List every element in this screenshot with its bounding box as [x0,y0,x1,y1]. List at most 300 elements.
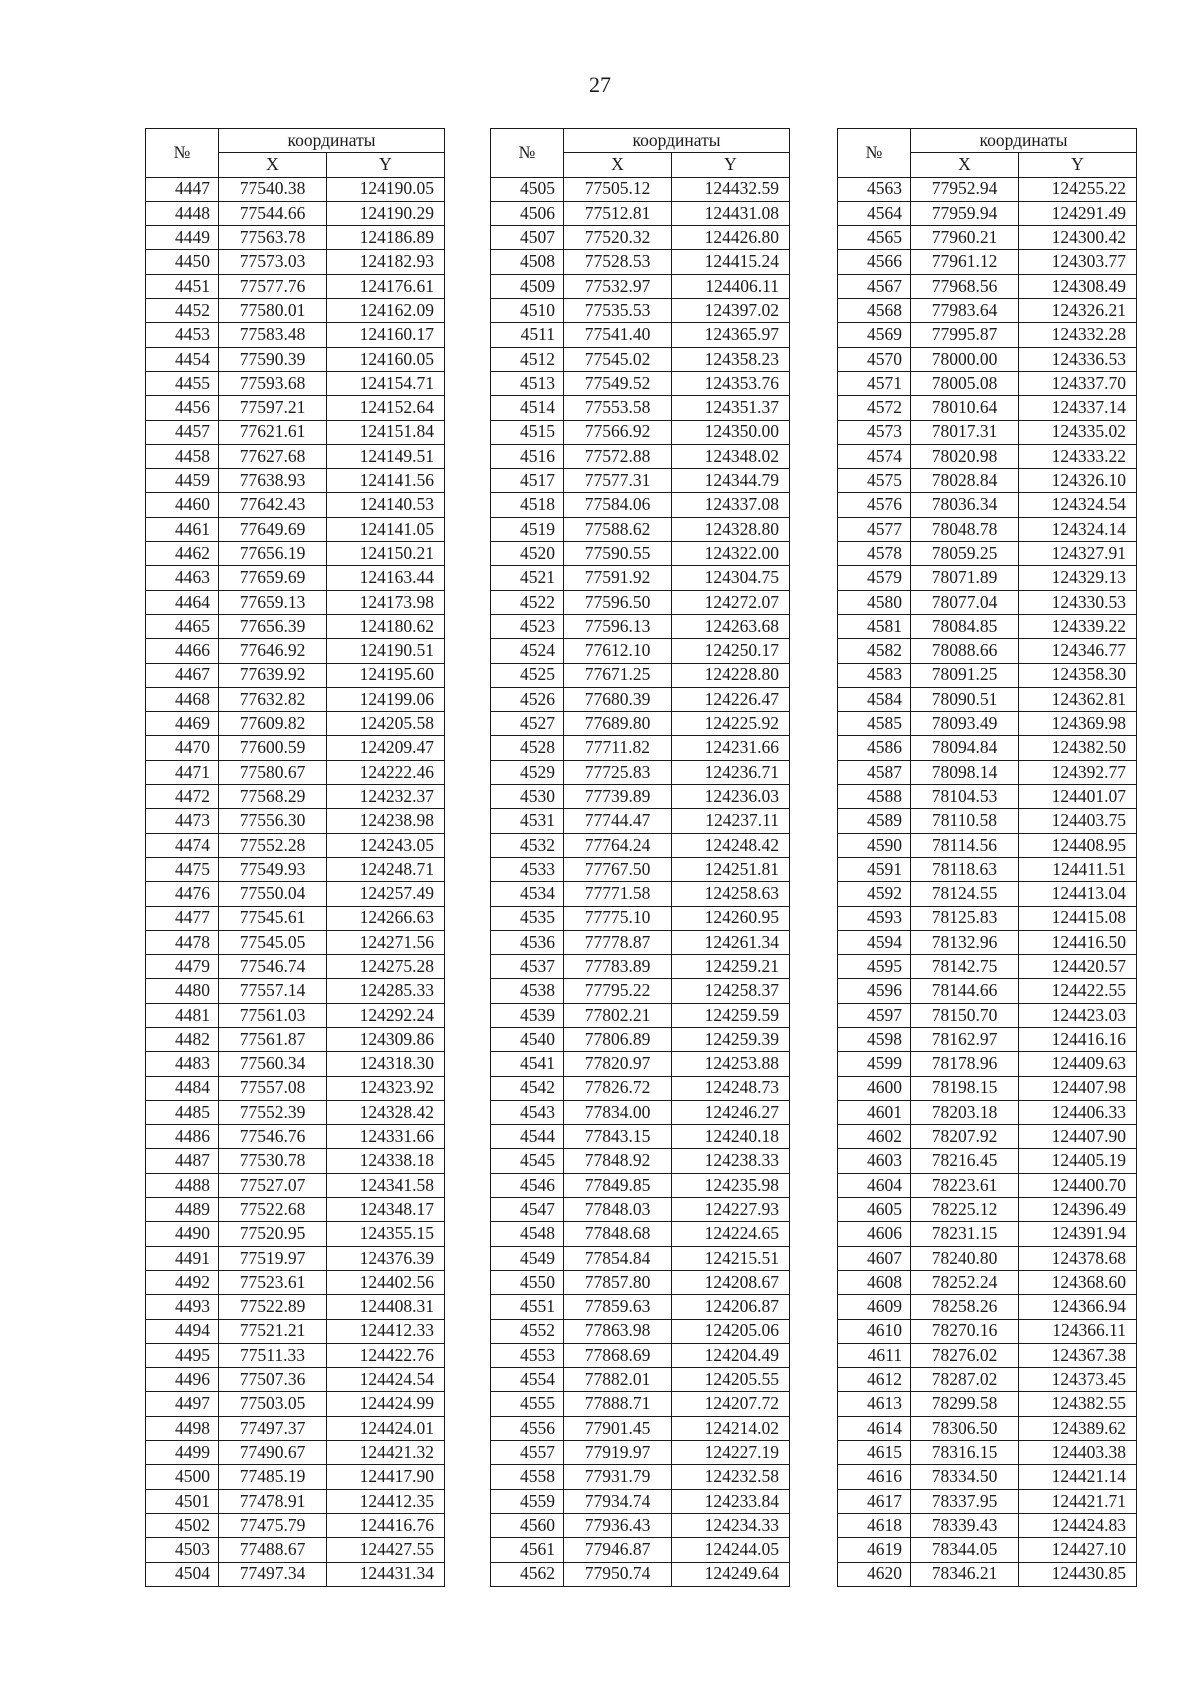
coordinate-y: 124337.70 [1019,371,1137,395]
coordinate-x: 78077.04 [911,590,1019,614]
table-row [838,493,1137,517]
table-row [838,469,1137,493]
coordinate-y: 124326.10 [1019,469,1137,493]
coordinate-x: 78005.08 [911,371,1019,395]
point-number: 4503 [146,1538,219,1562]
point-number: 4477 [146,906,219,930]
table-row [838,1465,1137,1489]
coordinate-x: 77612.10 [564,639,672,663]
coordinate-x: 77995.87 [911,323,1019,347]
coordinate-x: 77596.50 [564,590,672,614]
table-row [146,1513,445,1537]
coordinate-y: 124141.05 [327,517,445,541]
table-row [491,1368,790,1392]
coordinate-x: 77931.79 [564,1465,672,1489]
coordinate-y: 124328.80 [672,517,790,541]
coordinate-x: 77497.34 [219,1562,327,1586]
table-row [491,1343,790,1367]
coordinate-y: 124397.02 [672,299,790,323]
coordinate-y: 124152.64 [327,396,445,420]
coordinate-y: 124403.38 [1019,1441,1137,1465]
point-number: 4546 [491,1173,564,1197]
table-row [491,226,790,250]
point-number: 4523 [491,614,564,638]
point-number: 4453 [146,323,219,347]
coordinate-y: 124207.72 [672,1392,790,1416]
coordinate-x: 78093.49 [911,712,1019,736]
point-number: 4449 [146,226,219,250]
coordinate-x: 77627.68 [219,444,327,468]
coordinate-y: 124324.14 [1019,517,1137,541]
coordinate-x: 77901.45 [564,1416,672,1440]
point-number: 4566 [838,250,911,274]
coordinate-x: 78203.18 [911,1100,1019,1124]
coordinate-x: 77882.01 [564,1368,672,1392]
table-row [146,590,445,614]
table-row [146,1465,445,1489]
coordinate-x: 77550.04 [219,882,327,906]
point-number: 4620 [838,1562,911,1586]
table-row [491,687,790,711]
coordinate-y: 124324.54 [1019,493,1137,517]
point-number: 4497 [146,1392,219,1416]
coordinate-x: 78346.21 [911,1562,1019,1586]
coordinate-y: 124227.19 [672,1441,790,1465]
point-number: 4577 [838,517,911,541]
point-number: 4471 [146,760,219,784]
coordinate-x: 77659.13 [219,590,327,614]
point-number: 4532 [491,833,564,857]
coordinate-y: 124423.03 [1019,1003,1137,1027]
table-row [491,396,790,420]
coordinate-x: 77609.82 [219,712,327,736]
table-row [838,1343,1137,1367]
coordinate-x: 77557.08 [219,1076,327,1100]
point-number: 4550 [491,1270,564,1294]
coordinate-x: 78094.84 [911,736,1019,760]
point-number: 4568 [838,299,911,323]
table-row [491,785,790,809]
table-row [491,274,790,298]
coordinate-x: 77590.55 [564,542,672,566]
coordinate-y: 124244.05 [672,1538,790,1562]
coordinate-x: 78071.89 [911,566,1019,590]
coordinate-y: 124226.47 [672,687,790,711]
point-number: 4603 [838,1149,911,1173]
point-number: 4588 [838,785,911,809]
coordinate-x: 78118.63 [911,857,1019,881]
coordinate-y: 124351.37 [672,396,790,420]
coordinate-y: 124238.98 [327,809,445,833]
table-row [146,201,445,225]
coordinate-y: 124415.24 [672,250,790,274]
coordinate-x: 77638.93 [219,469,327,493]
point-number: 4494 [146,1319,219,1343]
table-row [146,1562,445,1586]
coordinate-x: 77848.68 [564,1222,672,1246]
coordinate-x: 78339.43 [911,1513,1019,1537]
point-number: 4569 [838,323,911,347]
coordinate-y: 124326.21 [1019,299,1137,323]
table-row [146,1368,445,1392]
point-number: 4452 [146,299,219,323]
table-row [146,1343,445,1367]
coordinate-x: 77597.21 [219,396,327,420]
coordinate-x: 77546.74 [219,955,327,979]
table-row [146,1319,445,1343]
coordinate-y: 124373.45 [1019,1368,1137,1392]
point-number: 4617 [838,1489,911,1513]
point-number: 4563 [838,177,911,201]
table-row [146,979,445,1003]
table-row [146,1027,445,1051]
coordinate-y: 124195.60 [327,663,445,687]
coordinate-x: 77511.33 [219,1343,327,1367]
point-number: 4505 [491,177,564,201]
coordinate-y: 124275.28 [327,955,445,979]
point-number: 4581 [838,614,911,638]
table-row [491,833,790,857]
table-row [838,177,1137,201]
point-number: 4531 [491,809,564,833]
coordinate-x: 77568.29 [219,785,327,809]
header-x: X [219,153,327,177]
point-number: 4461 [146,517,219,541]
coordinate-x: 77577.76 [219,274,327,298]
table-row [146,736,445,760]
point-number: 4544 [491,1125,564,1149]
point-number: 4538 [491,979,564,1003]
table-row [146,347,445,371]
point-number: 4578 [838,542,911,566]
coordinate-y: 124403.75 [1019,809,1137,833]
coordinate-y: 124432.59 [672,177,790,201]
point-number: 4549 [491,1246,564,1270]
coordinate-x: 77806.89 [564,1027,672,1051]
point-number: 4481 [146,1003,219,1027]
coordinate-y: 124369.98 [1019,712,1137,736]
coordinate-y: 124266.63 [327,906,445,930]
point-number: 4519 [491,517,564,541]
point-number: 4537 [491,955,564,979]
point-number: 4606 [838,1222,911,1246]
table-row [491,1149,790,1173]
coordinate-y: 124417.90 [327,1465,445,1489]
coordinate-x: 77649.69 [219,517,327,541]
coordinate-y: 124422.55 [1019,979,1137,1003]
coordinate-x: 77561.03 [219,1003,327,1027]
coordinate-y: 124237.11 [672,809,790,833]
point-number: 4510 [491,299,564,323]
coordinate-y: 124180.62 [327,614,445,638]
coordinate-x: 77854.84 [564,1246,672,1270]
coordinate-x: 78216.45 [911,1149,1019,1173]
point-number: 4513 [491,371,564,395]
coordinate-y: 124251.81 [672,857,790,881]
point-number: 4507 [491,226,564,250]
point-number: 4601 [838,1100,911,1124]
table-row [838,1416,1137,1440]
point-number: 4587 [838,760,911,784]
table-row [838,809,1137,833]
point-number: 4585 [838,712,911,736]
point-number: 4591 [838,857,911,881]
point-number: 4608 [838,1270,911,1294]
point-number: 4590 [838,833,911,857]
coordinate-y: 124199.06 [327,687,445,711]
coordinate-x: 77545.05 [219,930,327,954]
table-row [491,469,790,493]
coordinate-y: 124259.59 [672,1003,790,1027]
table-row [491,906,790,930]
coordinate-x: 77512.81 [564,201,672,225]
coordinate-x: 77961.12 [911,250,1019,274]
coordinate-x: 77775.10 [564,906,672,930]
coordinate-y: 124408.95 [1019,833,1137,857]
coordinate-x: 77544.66 [219,201,327,225]
coordinate-x: 78017.31 [911,420,1019,444]
point-number: 4543 [491,1100,564,1124]
coordinate-x: 78334.50 [911,1465,1019,1489]
table-row [838,590,1137,614]
coordinate-x: 78344.05 [911,1538,1019,1562]
coordinate-y: 124261.34 [672,930,790,954]
coordinate-x: 77541.40 [564,323,672,347]
coordinate-y: 124427.10 [1019,1538,1137,1562]
coordinate-y: 124190.29 [327,201,445,225]
coordinate-y: 124409.63 [1019,1052,1137,1076]
coordinate-y: 124214.02 [672,1416,790,1440]
point-number: 4454 [146,347,219,371]
coordinate-x: 77583.48 [219,323,327,347]
table-row [146,663,445,687]
coordinate-x: 77503.05 [219,1392,327,1416]
table-row [838,1441,1137,1465]
point-number: 4520 [491,542,564,566]
point-number: 4469 [146,712,219,736]
coordinate-x: 78104.53 [911,785,1019,809]
coordinate-x: 77919.97 [564,1441,672,1465]
coordinate-x: 77783.89 [564,955,672,979]
coordinate-x: 77580.01 [219,299,327,323]
table-row [146,226,445,250]
point-number: 4609 [838,1295,911,1319]
point-number: 4551 [491,1295,564,1319]
coordinate-x: 77519.97 [219,1246,327,1270]
point-number: 4600 [838,1076,911,1100]
coordinate-x: 77834.00 [564,1100,672,1124]
coordinate-y: 124243.05 [327,833,445,857]
coordinate-y: 124151.84 [327,420,445,444]
coordinate-y: 124413.04 [1019,882,1137,906]
coordinate-x: 78258.26 [911,1295,1019,1319]
point-number: 4615 [838,1441,911,1465]
coordinate-y: 124150.21 [327,542,445,566]
coordinate-y: 124190.51 [327,639,445,663]
coordinate-x: 77522.68 [219,1198,327,1222]
coordinate-x: 77646.92 [219,639,327,663]
coordinate-y: 124382.55 [1019,1392,1137,1416]
table-row [491,1513,790,1537]
coordinate-y: 124427.55 [327,1538,445,1562]
coordinate-x: 77859.63 [564,1295,672,1319]
point-number: 4575 [838,469,911,493]
coordinate-x: 77507.36 [219,1368,327,1392]
table-row [838,347,1137,371]
coordinate-x: 77497.37 [219,1416,327,1440]
table-row [838,930,1137,954]
coordinate-x: 77659.69 [219,566,327,590]
table-body [838,177,1137,1586]
point-number: 4572 [838,396,911,420]
coordinate-y: 124421.32 [327,1441,445,1465]
table-row [838,250,1137,274]
table-row [491,590,790,614]
table-row [838,517,1137,541]
coordinate-y: 124176.61 [327,274,445,298]
point-number: 4511 [491,323,564,347]
table-row [491,882,790,906]
coordinate-x: 77521.21 [219,1319,327,1343]
point-number: 4464 [146,590,219,614]
coordinate-x: 78316.15 [911,1441,1019,1465]
coordinate-y: 124215.51 [672,1246,790,1270]
point-number: 4466 [146,639,219,663]
table-row [491,857,790,881]
point-number: 4485 [146,1100,219,1124]
point-number: 4496 [146,1368,219,1392]
table-row [838,1270,1137,1294]
coordinate-x: 77478.91 [219,1489,327,1513]
point-number: 4508 [491,250,564,274]
table-row [491,323,790,347]
coordinate-x: 77490.67 [219,1441,327,1465]
coordinate-x: 77849.85 [564,1173,672,1197]
table-row [146,1076,445,1100]
table-row [491,1392,790,1416]
point-number: 4516 [491,444,564,468]
coordinate-y: 124160.05 [327,347,445,371]
point-number: 4465 [146,614,219,638]
coordinate-y: 124331.66 [327,1125,445,1149]
coordinate-x: 77540.38 [219,177,327,201]
coordinate-y: 124173.98 [327,590,445,614]
coordinate-y: 124411.51 [1019,857,1137,881]
point-number: 4518 [491,493,564,517]
coordinate-y: 124327.91 [1019,542,1137,566]
coordinate-x: 77934.74 [564,1489,672,1513]
table-row [146,1416,445,1440]
header-number: № [491,129,564,178]
coordinate-y: 124339.22 [1019,614,1137,638]
coordinate-x: 77639.92 [219,663,327,687]
point-number: 4565 [838,226,911,250]
table-row [491,1076,790,1100]
table-row [491,1441,790,1465]
point-number: 4552 [491,1319,564,1343]
coordinate-x: 77671.25 [564,663,672,687]
coordinate-y: 124389.62 [1019,1416,1137,1440]
point-number: 4470 [146,736,219,760]
coordinate-x: 77588.62 [564,517,672,541]
point-number: 4597 [838,1003,911,1027]
table-row [838,444,1137,468]
coordinate-y: 124426.80 [672,226,790,250]
point-number: 4594 [838,930,911,954]
point-number: 4555 [491,1392,564,1416]
coordinate-y: 124348.02 [672,444,790,468]
table-row [491,420,790,444]
coordinate-x: 77596.13 [564,614,672,638]
coordinate-y: 124407.90 [1019,1125,1137,1149]
table-row [146,1270,445,1294]
table-row [491,979,790,1003]
point-number: 4589 [838,809,911,833]
table-row [491,809,790,833]
point-number: 4571 [838,371,911,395]
coordinate-x: 77960.21 [911,226,1019,250]
point-number: 4528 [491,736,564,760]
table-row [146,785,445,809]
point-number: 4473 [146,809,219,833]
coordinate-y: 124300.42 [1019,226,1137,250]
header-number: № [146,129,219,178]
coordinate-x: 77577.31 [564,469,672,493]
coordinate-y: 124205.06 [672,1319,790,1343]
coordinate-x: 78088.66 [911,639,1019,663]
table-row [491,1173,790,1197]
point-number: 4459 [146,469,219,493]
coordinates-table-2 [490,128,790,1587]
coordinate-y: 124227.93 [672,1198,790,1222]
point-number: 4547 [491,1198,564,1222]
table-row [838,906,1137,930]
table-row [838,1562,1137,1586]
coordinate-y: 124332.28 [1019,323,1137,347]
coordinate-x: 77744.47 [564,809,672,833]
point-number: 4484 [146,1076,219,1100]
coordinate-x: 78337.95 [911,1489,1019,1513]
coordinate-y: 124272.07 [672,590,790,614]
coordinate-y: 124154.71 [327,371,445,395]
coordinate-y: 124416.16 [1019,1027,1137,1051]
coordinate-y: 124431.08 [672,201,790,225]
point-number: 4495 [146,1343,219,1367]
coordinate-x: 77888.71 [564,1392,672,1416]
coordinate-y: 124235.98 [672,1173,790,1197]
coordinate-y: 124415.08 [1019,906,1137,930]
point-number: 4456 [146,396,219,420]
coordinate-y: 124141.56 [327,469,445,493]
point-number: 4539 [491,1003,564,1027]
table-row [491,955,790,979]
coordinate-y: 124358.23 [672,347,790,371]
table-row [491,1003,790,1027]
point-number: 4450 [146,250,219,274]
coordinate-y: 124222.46 [327,760,445,784]
point-number: 4605 [838,1198,911,1222]
table-row [491,1562,790,1586]
coordinate-y: 124285.33 [327,979,445,1003]
table-row [491,201,790,225]
table-row [838,396,1137,420]
coordinate-x: 77527.07 [219,1173,327,1197]
coordinate-y: 124412.35 [327,1489,445,1513]
table-row [146,614,445,638]
table-row [146,687,445,711]
coordinate-y: 124204.49 [672,1343,790,1367]
coordinate-x: 77545.61 [219,906,327,930]
